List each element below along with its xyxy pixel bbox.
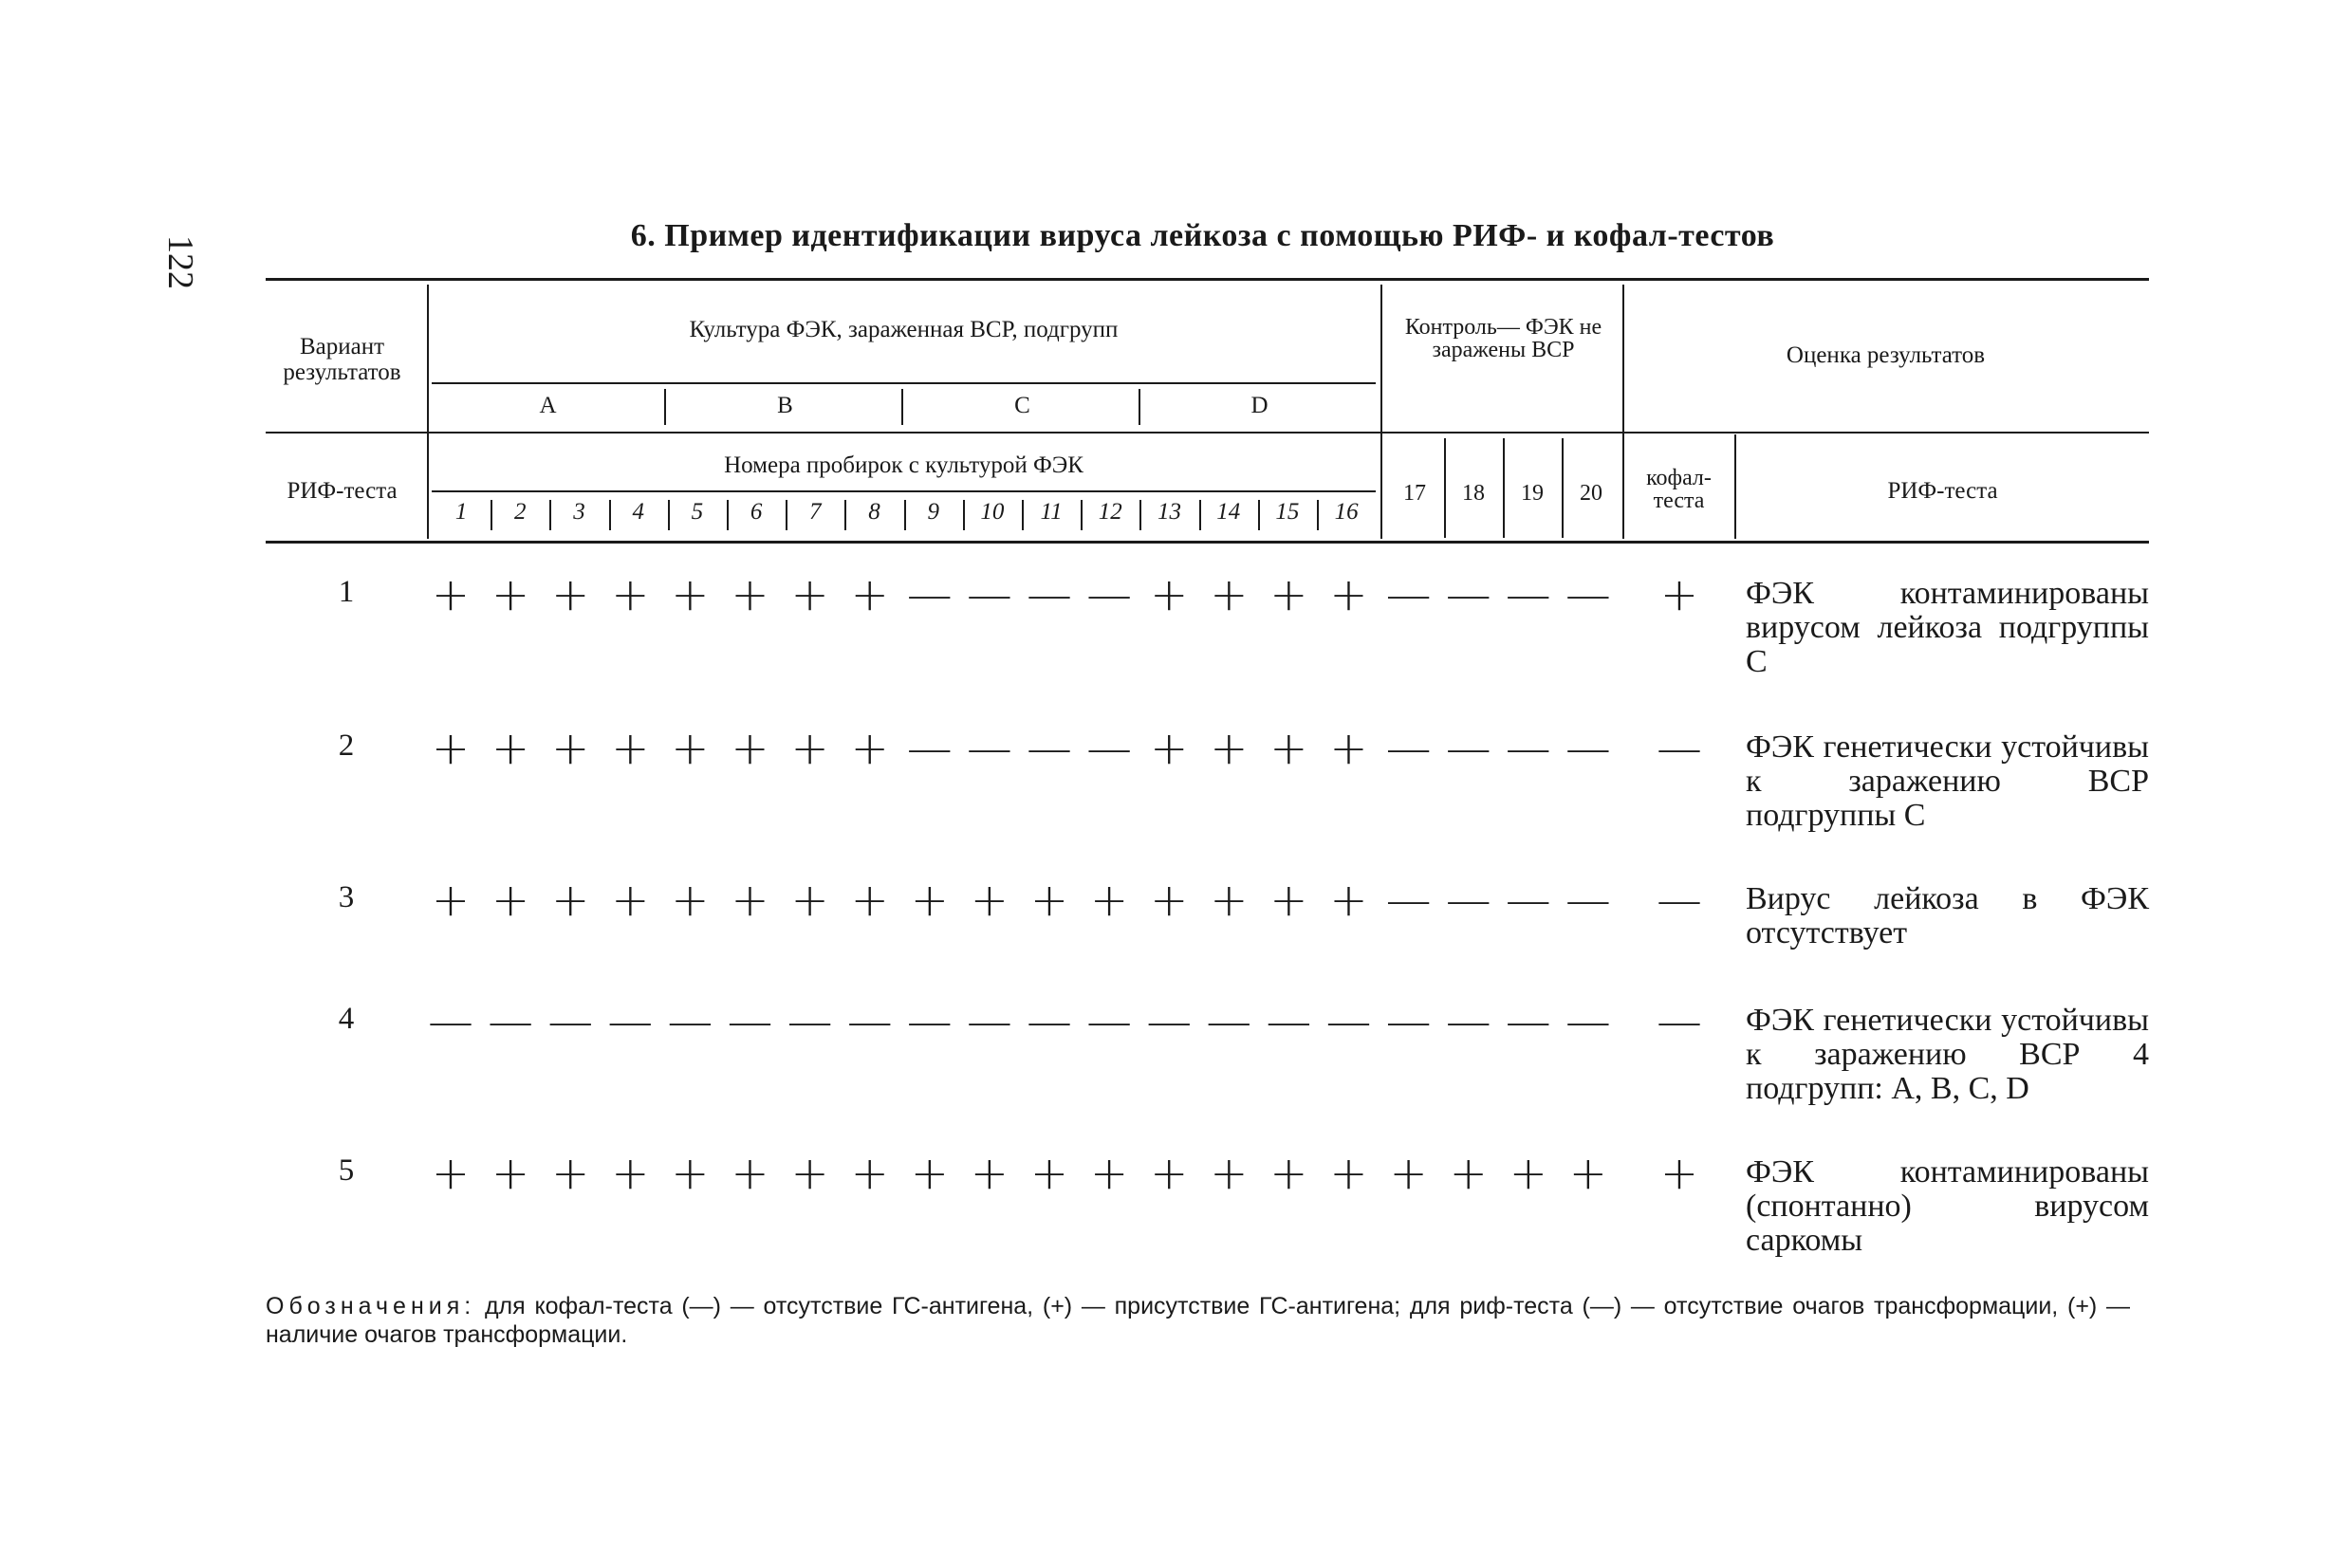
result-sign: — [1565,568,1611,621]
result-sign: + [671,874,710,927]
result-sign: + [551,1147,590,1200]
result-sign: + [731,568,769,621]
result-sign: + [910,1147,949,1200]
result-sign: + [551,568,590,621]
subgroup-D: D [1250,393,1269,418]
result-sign: — [787,995,833,1048]
header-mid-rule [266,432,2149,434]
result-sign: — [1385,995,1432,1048]
result-sign: + [611,1147,650,1200]
control-tube-19: 19 [1521,481,1544,506]
cofal-result: + [1659,568,1699,621]
tube-sep [1139,500,1141,530]
tube-number-15: 15 [1275,499,1300,525]
row-assessment: ФЭК контаминированы вирусом лейкоза подгруппы С [1746,576,2149,679]
result-sign: + [1269,874,1308,927]
row-variant-5: 5 [338,1153,355,1188]
result-sign: + [431,568,471,621]
subgroup-C: C [1014,393,1030,418]
header-cofal-label: кофал-теста [1646,466,1712,513]
result-sign: + [1089,874,1129,927]
result-sign: + [1269,568,1308,621]
result-sign: + [1210,568,1249,621]
col-sep-variant [427,285,429,539]
result-sign: — [1385,568,1432,621]
control-tube-20: 20 [1580,481,1602,506]
result-sign: + [850,722,889,775]
subgroup-A: A [539,393,557,418]
col-sep-cofal [1734,434,1736,539]
tube-number-13: 13 [1157,499,1181,525]
result-sign: — [667,995,713,1048]
tube-number-5: 5 [691,499,704,525]
result-sign: — [1505,874,1551,927]
tube-number-7: 7 [809,499,822,525]
result-sign: + [1210,874,1249,927]
tube-sep [491,500,492,530]
result-sign: — [1266,995,1312,1048]
tube-number-9: 9 [927,499,939,525]
result-sign: — [1385,722,1432,775]
result-sign: + [1150,568,1189,621]
cofal-result: — [1657,722,1702,775]
result-sign: — [1146,995,1193,1048]
tube-sep [1199,500,1201,530]
result-sign: + [491,568,530,621]
result-sign: + [790,568,829,621]
notes-text: для кофал-теста (—) — отсутствие ГС-антигена, (+) — присутствие ГС-антигена; для риф-теста (—) — отсутствие очагов трансформации, (+) — наличие очагов трансформации. [266,1293,2130,1348]
col-sep-culture [1380,285,1382,539]
tube-number-10: 10 [980,499,1005,525]
result-sign: + [1269,1147,1308,1200]
result-sign: — [1385,874,1432,927]
header-control-label: Контроль— ФЭК не заражены ВСР [1404,315,1602,362]
result-sign: + [1329,1147,1368,1200]
result-sign: + [1389,1147,1428,1200]
result-sign: — [1027,568,1072,621]
result-sign: + [1150,874,1189,927]
header-assessment-label: Оценка результатов [1786,342,1986,368]
result-sign: + [1210,722,1249,775]
result-sign: — [1445,874,1491,927]
culture-subrule [432,382,1376,384]
cofal-result: — [1657,995,1702,1048]
tube-number-8: 8 [868,499,880,525]
result-sign: + [790,1147,829,1200]
tube-number-3: 3 [573,499,585,525]
control-tube-18: 18 [1462,481,1485,506]
row-assessment: Вирус лейкоза в ФЭК отсутствует [1746,881,2149,950]
result-sign: — [906,995,953,1048]
subgroup-sep-1 [664,389,666,425]
control-tube-sep [1562,438,1564,538]
result-sign: — [1325,995,1372,1048]
control-tube-sep [1503,438,1505,538]
table-top-rule [266,278,2149,281]
result-sign: + [431,722,471,775]
result-sign: + [1329,568,1368,621]
result-sign: + [731,1147,769,1200]
table-title: 6. Пример идентификации вируса лейкоза с помощью РИФ- и кофал-тестов [630,218,1775,253]
tube-sep [963,500,965,530]
result-sign: + [431,1147,471,1200]
result-sign: — [1505,995,1551,1048]
tube-number-14: 14 [1216,499,1241,525]
tube-sep [1258,500,1260,530]
result-sign: + [431,874,471,927]
header-tube-numbers-label: Номера пробирок с культурой ФЭК [724,452,1083,478]
tube-number-1: 1 [454,499,468,525]
result-sign: — [488,995,534,1048]
result-sign: — [547,995,594,1048]
table-notes [266,1292,2130,1349]
tube-sep [609,500,611,530]
result-sign: + [551,722,590,775]
row-variant-3: 3 [338,880,355,914]
result-sign: + [910,874,949,927]
result-sign: + [850,1147,889,1200]
result-sign: + [551,874,590,927]
row-assessment: ФЭК генетически устойчивы к заражению ВСР 4 подгрупп: А, В, С, D [1746,1003,2149,1106]
header-culture-label: Культура ФЭК, зараженная ВСР, подгрупп [689,317,1119,342]
subgroup-sep-3 [1139,389,1140,425]
result-sign: — [906,722,953,775]
header-variant-label: Вариант результатов [283,334,401,385]
result-sign: — [1445,722,1491,775]
result-sign: + [611,568,650,621]
header-bottom-rule [266,541,2149,544]
result-sign: — [906,568,953,621]
subgroup-sep-2 [901,389,903,425]
control-tube-sep [1444,438,1446,538]
result-sign: — [727,995,773,1048]
tube-sep [1081,500,1083,530]
row-variant-2: 2 [338,729,355,763]
result-sign: + [850,568,889,621]
tube-sep [668,500,670,530]
result-sign: + [1210,1147,1249,1200]
header-rif-test-label: РИФ-теста [287,478,398,504]
row-variant-1: 1 [338,575,355,609]
result-sign: — [966,568,1012,621]
result-sign: + [671,722,710,775]
result-sign: — [966,995,1012,1048]
result-sign: + [1029,1147,1069,1200]
result-sign: + [611,722,650,775]
row-assessment: ФЭК контаминированы (спонтанно) вирусом саркомы [1746,1154,2149,1258]
tube-number-2: 2 [514,499,527,525]
tube-number-6: 6 [750,499,763,525]
result-sign: — [1027,722,1072,775]
result-sign: — [1445,995,1491,1048]
result-sign: — [1086,722,1133,775]
control-tube-17: 17 [1403,481,1426,506]
tube-sep [1317,500,1319,530]
result-sign: — [1027,995,1072,1048]
result-sign: + [1449,1147,1488,1200]
notes-label: Обозначения: [266,1293,476,1319]
result-sign: + [671,1147,710,1200]
tube-number-12: 12 [1098,499,1122,525]
result-sign: + [1568,1147,1607,1200]
result-sign: + [790,874,829,927]
result-sign: + [671,568,710,621]
cofal-result: + [1659,1147,1699,1200]
result-sign: + [1269,722,1308,775]
result-sign: + [970,874,1009,927]
result-sign: + [731,874,769,927]
result-sign: — [1565,995,1611,1048]
result-sign: — [1505,568,1551,621]
result-sign: — [1086,995,1133,1048]
tube-sep [786,500,787,530]
result-sign: + [731,722,769,775]
row-assessment: ФЭК генетически устойчивы к заражению ВСР подгруппы С [1746,729,2149,833]
result-sign: — [428,995,473,1048]
tube-sep [904,500,906,530]
result-sign: + [1509,1147,1547,1200]
result-sign: + [1329,874,1368,927]
result-sign: + [790,722,829,775]
result-sign: + [491,722,530,775]
result-sign: + [1329,722,1368,775]
row-variant-4: 4 [338,1002,355,1036]
tube-sep [549,500,551,530]
result-sign: — [1565,874,1611,927]
tube-sep [844,500,846,530]
tube-number-16: 16 [1334,499,1359,525]
page-number: 122 [160,235,200,289]
result-sign: — [1086,568,1133,621]
tube-sep [727,500,729,530]
result-sign: + [1089,1147,1129,1200]
result-sign: — [1445,568,1491,621]
cofal-result: — [1657,874,1702,927]
result-sign: + [491,874,530,927]
result-sign: — [1505,722,1551,775]
result-sign: — [846,995,893,1048]
result-sign: — [966,722,1012,775]
result-sign: + [491,1147,530,1200]
result-sign: + [611,874,650,927]
subgroup-B: B [777,393,793,418]
result-sign: + [1029,874,1069,927]
result-sign: — [1206,995,1252,1048]
tube-subrule [432,490,1376,492]
tube-sep [1022,500,1024,530]
header-rif-assessment-label: РИФ-теста [1887,478,1998,504]
result-sign: + [970,1147,1009,1200]
result-sign: + [1150,1147,1189,1200]
tube-number-11: 11 [1040,499,1063,525]
result-sign: — [607,995,654,1048]
result-sign: — [1565,722,1611,775]
tube-number-4: 4 [632,499,644,525]
result-sign: + [1150,722,1189,775]
result-sign: + [850,874,889,927]
